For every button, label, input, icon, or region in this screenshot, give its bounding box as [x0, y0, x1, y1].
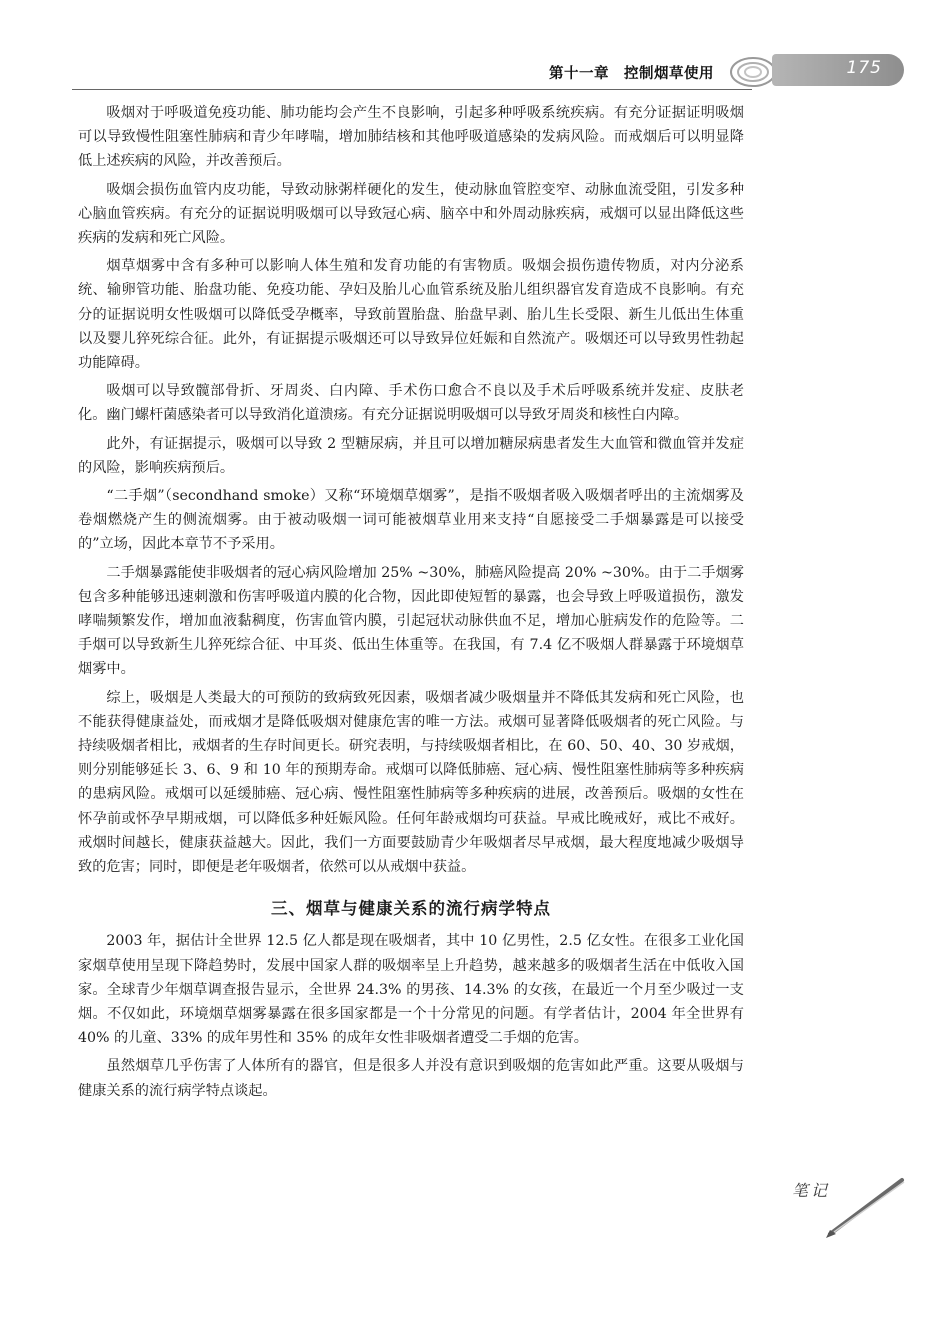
paragraph-conclusion: 虽然烟草几乎伤害了人体所有的器官，但是很多人并没有意识到吸烟的危害如此严重。这要从吸烟与健康关系的流行病学特点谈起。 — [78, 1058, 744, 1099]
notes-margin — [790, 1172, 910, 1242]
chapter-title: 第十一章 控制烟草使用 — [549, 66, 714, 82]
notes-label: 笔记 — [792, 1181, 831, 1200]
paragraph-secondhand-risk: 二手烟暴露能使非吸烟者的冠心病风险增加 25% ~30%，肺癌风险提高 20% ~30%。由于二手烟雾包含多种能够迅速刺激和伤害呼吸道内膜的化合物，因此即使短暂的暴露，也会导致上呼吸道损伤，激发哮喘频繁发作，增加血液黏稠度，伤害血管内膜，引起冠状动脉供血不足，增加心脏病发作的危险等。二手烟可以导致新生儿猝死综合征、中耳炎、低出生体重等。在我国，有 7.4 亿不吸烟人群暴露于环境烟草烟雾中。 — [78, 564, 744, 678]
section-heading: 三、烟草与健康关系的流行病学特点 — [271, 899, 551, 919]
paragraph-summary: 综上，吸烟是人类最大的可预防的致病致死因素，吸烟者减少吸烟量并不降低其发病和死亡风险，也不能获得健康益处，而戒烟才是降低吸烟对健康危害的唯一方法。戒烟可显著降低吸烟者的死亡风险。与持续吸烟者相比，戒烟者的生存时间更长。研究表明，与持续吸烟者相比，在 60、50、40、30 岁戒烟，则分别能够延长 3、6、9 和 10 年的预期寿命。戒烟可以降低肺癌、冠心病、慢性阻塞性肺病等多种疾病的患病风险。戒烟可以延缓肺癌、冠心病、慢性阻塞性肺病等多种疾病的进展，改善预后。吸烟的女性在怀孕前或怀孕早期戒烟，可以降低多种妊娠风险。任何年龄戒烟均可获益。早戒比晚戒好，戒比不戒好。戒烟时间越长，健康获益越大。因此，我们一方面要鼓励青少年吸烟者尽早戒烟，最大程度地减少吸烟导致的危害；同时，即便是老年吸烟者，依然可以从戒烟中获益。 — [78, 689, 744, 876]
paragraph-secondhand-definition: “二手烟”（secondhand smoke）又称“环境烟草烟雾”，是指不吸烟者吸入吸烟者呼出的主流烟雾及卷烟燃烧产生的侧流烟雾。由于被动吸烟一词可能被烟草业用来支持“自愿接受二手烟暴露是可以接受的”立场，因此本章节不予采用。 — [78, 488, 744, 553]
paragraph-epidemiology: 2003 年，据估计全世界 12.5 亿人都是现在吸烟者，其中 10 亿男性，2.5 亿女性。在很多工业化国家烟草使用呈现下降趋势时，发展中国家人群的吸烟率呈上升趋势，越来越多的吸烟者生活在中低收入国家。全球青少年烟草调查报告显示，全世界 24.3% 的男孩、14.3% 的女孩，在最近一个月至少吸过一支烟。不仅如此，环境烟草烟雾暴露在很多国家都是一个十分常见的问题。有学者估计，2004 年全世界有 40% 的儿童、33% 的成年男性和 35% 的成年女性非吸烟者遭受二手烟的危害。 — [78, 933, 744, 1047]
page-number: 175 — [846, 58, 882, 78]
page-number-tab — [772, 54, 904, 86]
header-divider — [72, 89, 752, 90]
pen-icon — [790, 1172, 910, 1242]
paragraph-cardiovascular: 吸烟会损伤血管内皮功能，导致动脉粥样硬化的发生，使动脉血管腔变窄、动脉血流受阻，引发多种心脑血管疾病。有充分的证据说明吸烟可以导致冠心病、脑卒中和外周动脉疾病，戒烟可以显出降低这些疾病的发病和死亡风险。 — [78, 181, 744, 247]
page-header — [0, 50, 950, 94]
page-body — [78, 101, 744, 1107]
paragraph-reproductive: 烟草烟雾中含有多种可以影响人体生殖和发育功能的有害物质。吸烟会损伤遗传物质，对内分泌系统、输卵管功能、胎盘功能、免疫功能、孕妇及胎儿心血管系统及胎儿组织器官发育造成不良影响。有充分的证据说明女性吸烟可以降低受孕概率，导致前置胎盘、胎盘早剥、胎儿生长受限、新生儿低出生体重以及婴儿猝死综合征。此外，有证据提示吸烟还可以导致异位妊娠和自然流产。吸烟还可以导致男性勃起功能障碍。 — [78, 258, 744, 372]
paragraph-respiratory: 吸烟对于呼吸道免疫功能、肺功能均会产生不良影响，引起多种呼吸系统疾病。有充分证据证明吸烟可以导致慢性阻塞性肺病和青少年哮喘，增加肺结核和其他呼吸道感染的发病风险。而戒烟后可以明显降低上述疾病的风险，并改善预后。 — [78, 105, 744, 170]
paragraph-other-diseases: 吸烟可以导致髋部骨折、牙周炎、白内障、手术伤口愈合不良以及手术后呼吸系统并发症、皮肤老化。幽门螺杆菌感染者可以导致消化道溃疡。有充分证据说明吸烟可以导致牙周炎和核性白内障。 — [78, 383, 744, 424]
paragraph-diabetes: 此外，有证据提示，吸烟可以导致 2 型糖尿病，并且可以增加糖尿病患者发生大血管和微血管并发症的风险，影响疾病预后。 — [78, 435, 744, 476]
